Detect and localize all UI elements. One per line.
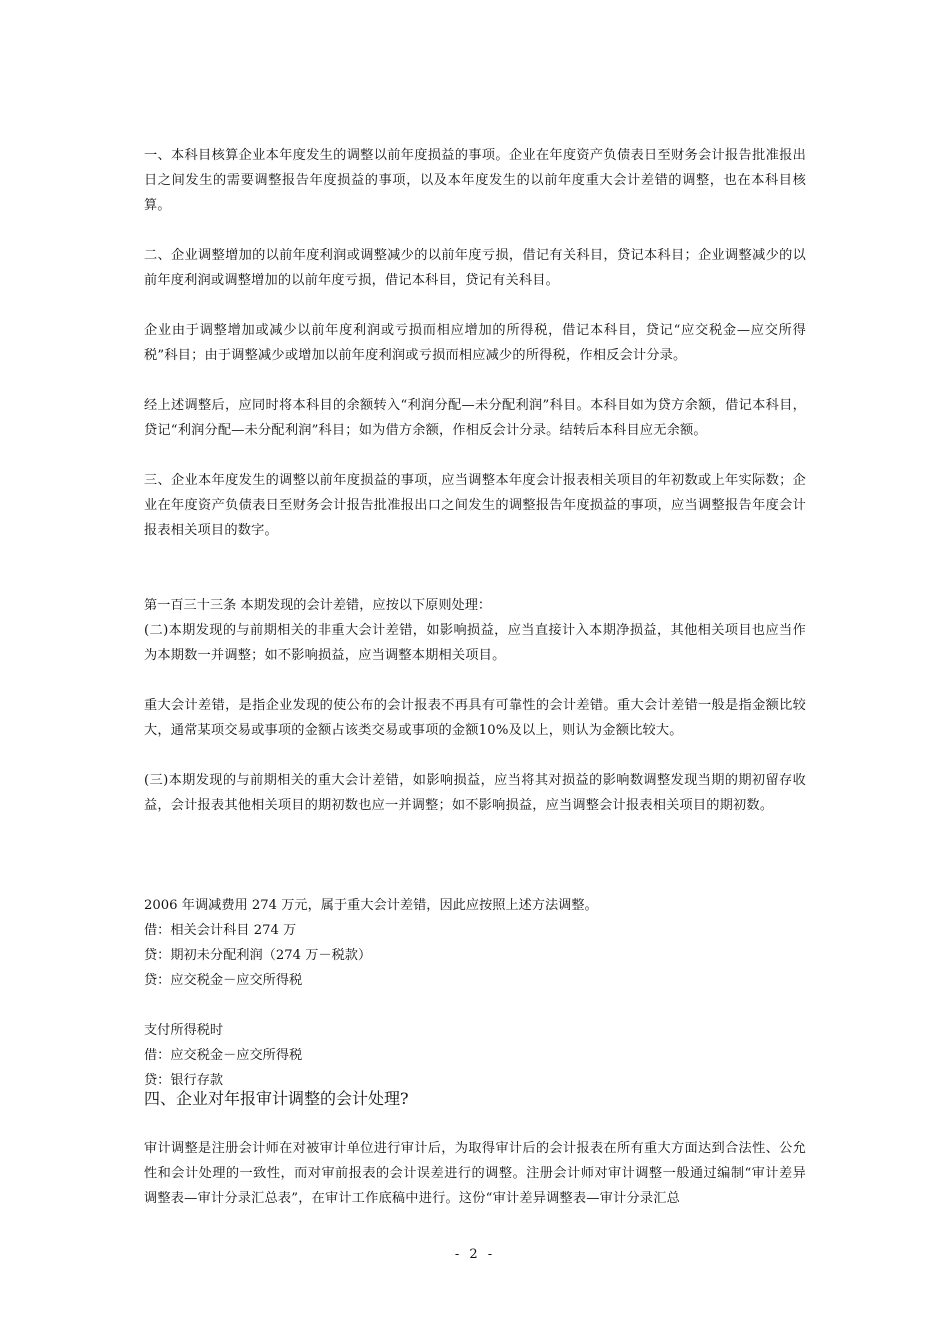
paragraph-5: 三、企业本年度发生的调整以前年度损益的事项，应当调整本年度会计报表相关项目的年初数或上年实际数；企业在年度资产负债表日至财务会计报告批准报出口之间发生的调整报告年度损益的事项，应当调整报告年度会计报表相关项目的数字。 xyxy=(144,473,806,538)
paragraph-4: 经上述调整后，应同时将本科目的余额转入“利润分配—未分配利润”科目。本科目如为贷方余额，借记本科目，贷记“利润分配—未分配利润”科目；如为借方余额，作相反会计分录。结转后本科目应无余额。 xyxy=(144,398,806,438)
section-heading-4: 四、企业对年报审计调整的会计处理? xyxy=(144,1089,409,1108)
entry-line-1: 2006 年调减费用 274 万元，属于重大会计差错，因此应按照上述方法调整。 xyxy=(144,898,598,913)
paragraph-3: 企业由于调整增加或减少以前年度利润或亏损而相应增加的所得税，借记本科目，贷记“应交税金—应交所得税”科目；由于调整减少或增加以前年度利润或亏损而相应减少的所得税，作相反会计分录。 xyxy=(144,323,806,363)
entry-line-3: 贷：期初未分配利润（274 万－税款） xyxy=(144,948,372,963)
paragraph-8: (三)本期发现的与前期相关的重大会计差错，如影响损益，应当将其对损益的影响数调整发现当期的期初留存收益，会计报表其他相关项目的期初数也应一并调整；如不影响损益，应当调整会计报表相关项目的期初数。 xyxy=(144,773,806,813)
paragraph-2: 二、企业调整增加的以前年度利润或调整减少的以前年度亏损，借记有关科目，贷记本科目；企业调整减少的以前年度利润或调整增加的以前年度亏损，借记本科目，贷记有关科目。 xyxy=(144,248,806,288)
paragraph-1: 一、本科目核算企业本年度发生的调整以前年度损益的事项。企业在年度资产负债表日至财务会计报告批准报出日之间发生的需要调整报告年度损益的事项，以及本年度发生的以前年度重大会计差错的调整，也在本科目核算。 xyxy=(144,148,806,213)
article-133-title: 第一百三十三条 本期发现的会计差错，应按以下原则处理： xyxy=(144,598,492,613)
paragraph-7: 重大会计差错，是指企业发现的使公布的会计报表不再具有可靠性的会计差错。重大会计差错一般是指金额比较大，通常某项交易或事项的金额占该类交易或事项的金额10%及以上，则认为金额比较大。 xyxy=(144,698,806,738)
entry-line-6: 借：应交税金－应交所得税 xyxy=(144,1048,303,1063)
entry-line-4: 贷：应交税金－应交所得税 xyxy=(144,973,303,988)
paragraph-9: 审计调整是注册会计师在对被审计单位进行审计后，为取得审计后的会计报表在所有重大方面达到合法性、公允性和会计处理的一致性，而对审前报表的会计误差进行的调整。注册会计师对审计调整一般通过编制“审计差异调整表—审计分录汇总表”，在审计工作底稿中进行。这份“审计差异调整表—审计分录汇总 xyxy=(144,1141,806,1206)
entry-line-5: 支付所得税时 xyxy=(144,1023,224,1038)
page-number: - 2 - xyxy=(454,1247,496,1262)
paragraph-6: (二)本期发现的与前期相关的非重大会计差错，如影响损益，应当直接计入本期净损益，其他相关项目也应当作为本期数一并调整；如不影响损益，应当调整本期相关项目。 xyxy=(144,623,806,663)
entry-line-2: 借：相关会计科目 274 万 xyxy=(144,923,297,938)
entry-line-7: 贷：银行存款 xyxy=(144,1073,224,1088)
